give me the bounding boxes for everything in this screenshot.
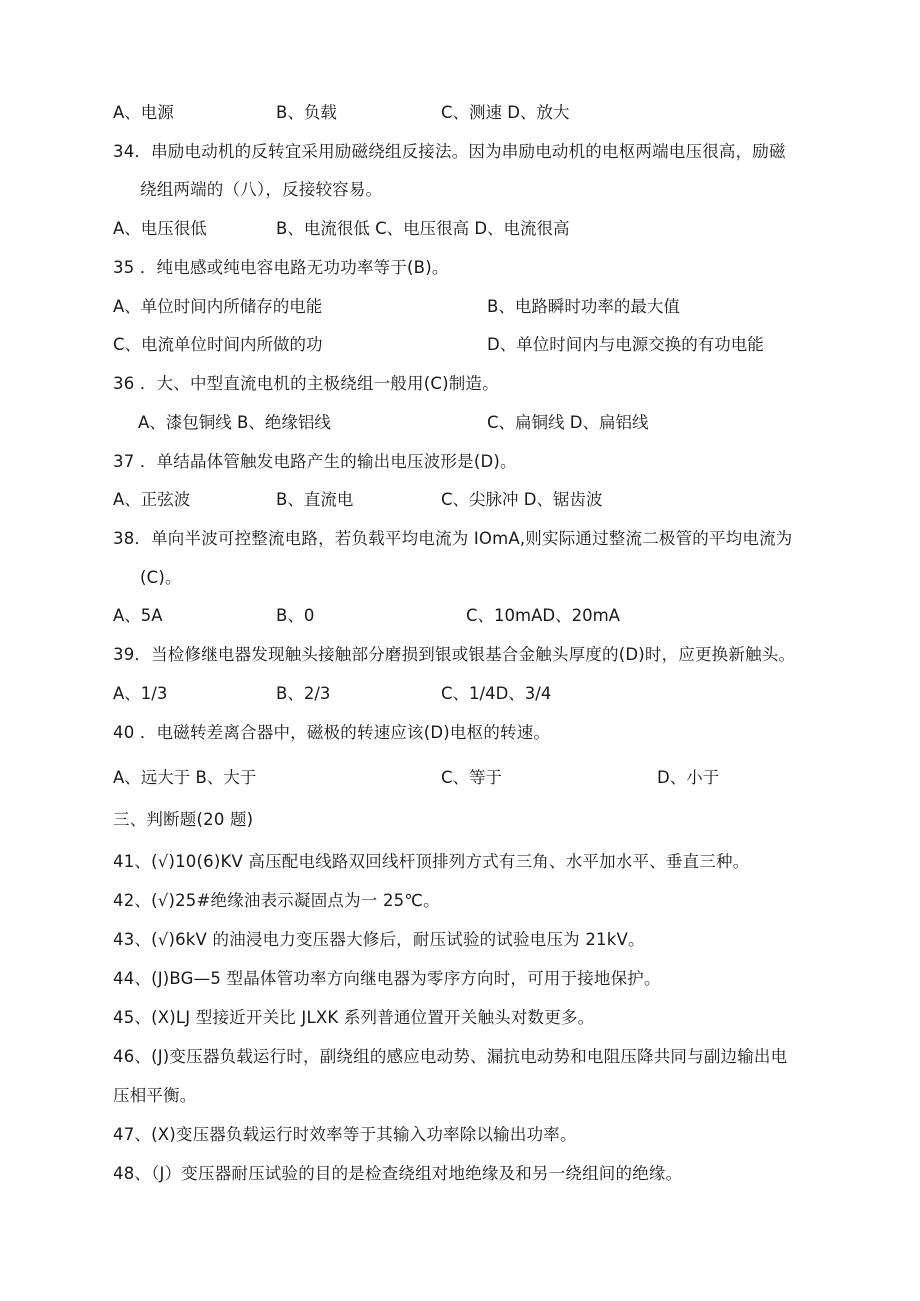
q34-option-a: A、电压很低 xyxy=(113,219,207,238)
q35-option-b: B、电路瞬时功率的最大值 xyxy=(487,297,680,316)
q37-text: 37 ．单结晶体管触发电路产生的输出电压波形是(D)。 xyxy=(113,452,517,471)
q38-option-cd: C、10mAD、20mA xyxy=(466,606,620,625)
q33-option-b: B、负载 xyxy=(276,103,337,122)
q45-text: 45、(X)LJ 型接近开关比 JLXK 系列普通位置开关触头对数更多。 xyxy=(113,1008,595,1027)
q41-text: 41、(√)10(6)KV 高压配电线路双回线杆顶排列方式有三角、水平加水平、垂直三种。 xyxy=(113,852,750,871)
q47-text: 47、(X)变压器负载运行时效率等于其输入功率除以输出功率。 xyxy=(113,1125,577,1144)
q36-option-ab: A、漆包铜线 B、绝缘铝线 xyxy=(138,413,331,432)
q38-text: 38．单向半波可控整流电路，若负载平均电流为 IOmA,则实际通过整流二极管的平均电流为 xyxy=(113,529,793,548)
q34-text: 34．串励电动机的反转宜采用励磁绕组反接法。因为串励电动机的电枢两端电压很高，励磁 xyxy=(113,142,786,161)
q33-option-cd: C、测速 D、放大 xyxy=(441,103,570,122)
q35-option-d: D、单位时间内与电源交换的有功电能 xyxy=(487,335,764,354)
q39-option-b: B、2/3 xyxy=(276,684,331,703)
q39-option-cd: C、1/4D、3/4 xyxy=(441,684,552,703)
q35-option-c: C、电流单位时间内所做的功 xyxy=(113,335,323,354)
q40-option-c: C、等于 xyxy=(441,768,503,787)
q46-text: 46、(J)变压器负载运行时，副绕组的感应电动势、漏抗电动势和电阻压降共同与副边输出电 xyxy=(113,1047,788,1066)
q38-option-b: B、0 xyxy=(276,606,315,625)
q34-option-bcd: B、电流很低 C、电压很高 D、电流很高 xyxy=(276,219,570,238)
q39-text: 39．当检修继电器发现触头接触部分磨损到银或银基合金触头厚度的(D)时，应更换新触头。 xyxy=(113,645,796,664)
q34-text-cont: 绕组两端的（八），反接较容易。 xyxy=(140,180,383,199)
q46-text-cont: 压相平衡。 xyxy=(113,1086,197,1105)
section-heading: 三、判断题(20 题) xyxy=(113,810,254,829)
q38-option-a: A、5A xyxy=(113,606,163,625)
q36-text: 36 ．大、中型直流电机的主极绕组一般用(C)制造。 xyxy=(113,374,499,393)
q37-option-a: A、正弦波 xyxy=(113,490,191,509)
q40-option-ab: A、远大于 B、大于 xyxy=(113,768,257,787)
q44-text: 44、(J)BG—5 型晶体管功率方向继电器为零序方向时，可用于接地保护。 xyxy=(113,969,661,988)
q48-text: 48、（J）变压器耐压试验的目的是检查绕组对地绝缘及和另一绕组间的绝缘。 xyxy=(113,1164,683,1183)
q37-option-cd: C、尖脉冲 D、锯齿波 xyxy=(441,490,603,509)
q36-option-cd: C、扁铜线 D、扁铝线 xyxy=(487,413,649,432)
q40-text: 40 ．电磁转差离合器中，磁极的转速应该(D)电枢的转速。 xyxy=(113,723,551,742)
q39-option-a: A、1/3 xyxy=(113,684,168,703)
q40-option-d: D、小于 xyxy=(657,768,720,787)
q35-text: 35 ．纯电感或纯电容电路无功功率等于(B)。 xyxy=(113,258,449,277)
q33-option-a: A、电源 xyxy=(113,103,174,122)
q37-option-b: B、直流电 xyxy=(276,490,354,509)
q38-text-cont: (C)。 xyxy=(140,568,182,587)
q43-text: 43、(√)6kV 的油浸电力变压器大修后，耐压试验的试验电压为 21kV。 xyxy=(113,930,645,949)
q42-text: 42、(√)25#绝缘油表示凝固点为一 25℃。 xyxy=(113,891,440,910)
q35-option-a: A、单位时间内所储存的电能 xyxy=(113,297,323,316)
